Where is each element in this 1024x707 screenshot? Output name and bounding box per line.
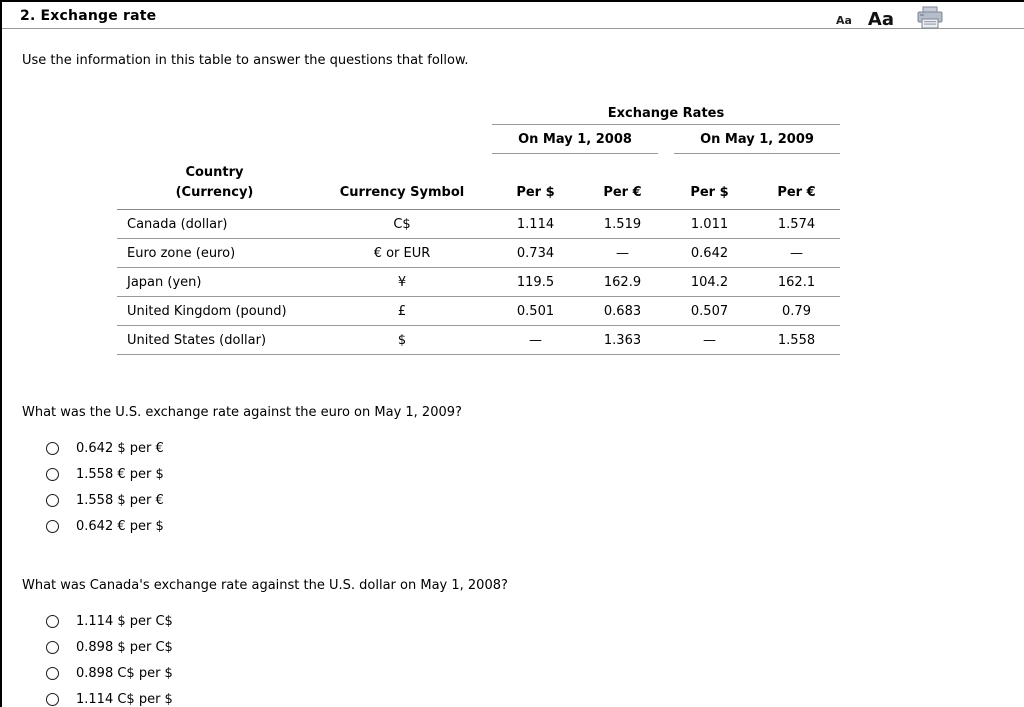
table-column-header-row (117, 154, 840, 210)
option-label[interactable]: 0.642 € per $ (76, 518, 164, 534)
symbol-column-header: Currency Symbol (312, 154, 492, 210)
option-label[interactable]: 0.898 $ per C$ (76, 639, 173, 655)
country-column-header (117, 154, 312, 210)
value-cell: 1.011 (666, 210, 753, 239)
radio-button[interactable] (46, 442, 59, 455)
radio-button[interactable] (46, 667, 59, 680)
radio-button[interactable] (46, 494, 59, 507)
table-row (117, 326, 840, 355)
option-label[interactable]: 0.898 C$ per $ (76, 665, 173, 681)
radio-button[interactable] (46, 693, 59, 706)
value-cell: 162.1 (753, 268, 840, 297)
per-dollar-header-2009: Per $ (666, 154, 753, 210)
table-group-header-row (117, 106, 840, 125)
option-row (46, 613, 1024, 629)
symbol-cell: $ (312, 326, 492, 355)
question-text: What was Canada's exchange rate against the U.S. dollar on May 1, 2008? (22, 578, 508, 594)
value-cell: 1.519 (579, 210, 666, 239)
value-cell: — (492, 326, 579, 355)
question-1-options (46, 440, 1024, 534)
symbol-cell: € or EUR (312, 239, 492, 268)
radio-button[interactable] (46, 641, 59, 654)
value-cell: 119.5 (492, 268, 579, 297)
value-cell: 1.363 (579, 326, 666, 355)
per-euro-header-2009: Per € (753, 154, 840, 210)
option-label[interactable]: 1.558 $ per € (76, 492, 164, 508)
value-cell: 0.734 (492, 239, 579, 268)
date-header-2008: On May 1, 2008 (492, 132, 658, 154)
value-cell: 0.501 (492, 297, 579, 326)
table-row (117, 268, 840, 297)
country-cell: Canada (dollar) (117, 210, 312, 239)
option-row (46, 440, 1024, 456)
question-1 (22, 405, 1024, 534)
value-cell: 0.642 (666, 239, 753, 268)
option-row (46, 492, 1024, 508)
value-cell: 1.558 (753, 326, 840, 355)
value-cell: 1.114 (492, 210, 579, 239)
question-2-options (46, 613, 1024, 707)
table-row (117, 210, 840, 239)
country-cell: Japan (yen) (117, 268, 312, 297)
printer-icon[interactable] (916, 6, 944, 29)
option-row (46, 466, 1024, 482)
option-row (46, 639, 1024, 655)
value-cell: 0.79 (753, 297, 840, 326)
option-label[interactable]: 1.558 € per $ (76, 466, 164, 482)
date-header-2009: On May 1, 2009 (674, 132, 840, 154)
question-text: What was the U.S. exchange rate against the euro on May 1, 2009? (22, 405, 462, 421)
radio-button[interactable] (46, 468, 59, 481)
value-cell: — (666, 326, 753, 355)
option-label[interactable]: 1.114 $ per C$ (76, 613, 173, 629)
table-row (117, 297, 840, 326)
country-cell: Euro zone (euro) (117, 239, 312, 268)
radio-button[interactable] (46, 520, 59, 533)
symbol-cell: £ (312, 297, 492, 326)
option-label[interactable]: 1.114 C$ per $ (76, 691, 173, 707)
exchange-rates-table (117, 106, 840, 355)
font-size-small-button[interactable]: Aa (835, 14, 852, 27)
intro-text: Use the information in this table to answer the questions that follow. (22, 53, 469, 68)
radio-button[interactable] (46, 615, 59, 628)
table-row (117, 239, 840, 268)
option-row (46, 665, 1024, 681)
country-cell: United States (dollar) (117, 326, 312, 355)
display-controls (836, 6, 944, 29)
font-size-large-button[interactable]: Aa (867, 9, 894, 30)
country-header-line1: Country (185, 165, 244, 180)
value-cell: — (579, 239, 666, 268)
top-bar (2, 2, 1024, 30)
value-cell: 104.2 (666, 268, 753, 297)
per-dollar-header-2008: Per $ (492, 154, 579, 210)
table-group-header: Exchange Rates (492, 106, 840, 125)
symbol-cell: C$ (312, 210, 492, 239)
table-date-header-row (117, 125, 840, 155)
symbol-cell: ¥ (312, 268, 492, 297)
value-cell: 1.574 (753, 210, 840, 239)
option-label[interactable]: 0.642 $ per € (76, 440, 164, 456)
per-euro-header-2008: Per € (579, 154, 666, 210)
value-cell: — (753, 239, 840, 268)
option-row (46, 518, 1024, 534)
country-cell: United Kingdom (pound) (117, 297, 312, 326)
value-cell: 0.507 (666, 297, 753, 326)
value-cell: 0.683 (579, 297, 666, 326)
country-header-line2: (Currency) (175, 185, 254, 201)
value-cell: 162.9 (579, 268, 666, 297)
option-row (46, 691, 1024, 707)
page-title: 2. Exchange rate (20, 8, 157, 24)
question-2 (22, 578, 1024, 707)
